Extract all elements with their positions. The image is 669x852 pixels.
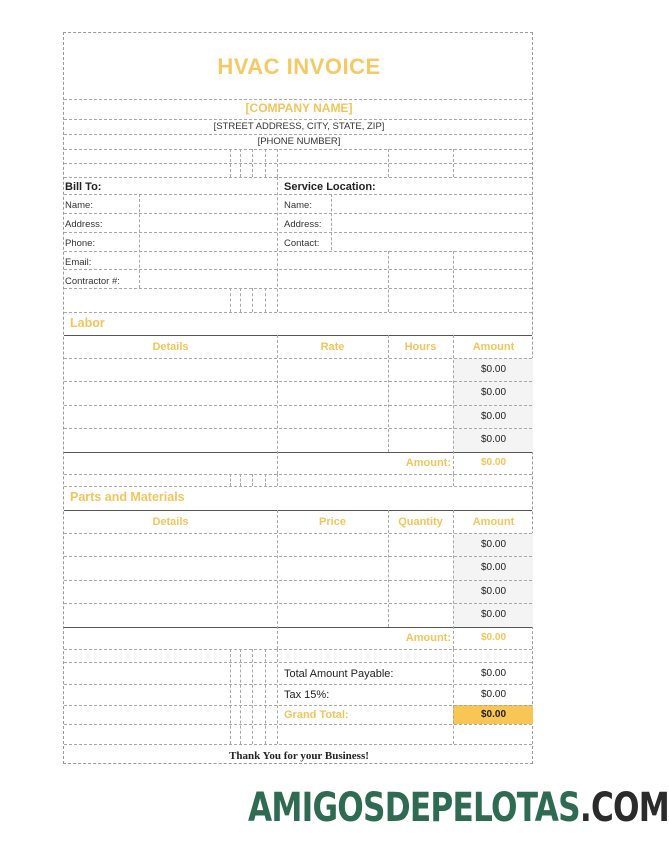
labor-col-hours: Hours	[404, 341, 437, 353]
parts-row-amount: $0.00	[480, 586, 507, 597]
parts-row-amount: $0.00	[480, 539, 507, 550]
service-location-heading: Service Location:	[284, 181, 376, 193]
company-name: [COMPANY NAME]	[245, 101, 353, 115]
invoice-title: HVAC INVOICE	[217, 54, 381, 79]
bill-to-email-label: Email:	[65, 257, 92, 268]
parts-col-quantity: Quantity	[398, 516, 443, 528]
labor-row-amount: $0.00	[480, 411, 507, 422]
bill-to-name-label: Name:	[65, 200, 93, 211]
service-contact-label: Contact:	[284, 238, 320, 249]
labor-subtotal-value: $0.00	[480, 457, 507, 468]
parts-row-amount: $0.00	[480, 609, 507, 620]
invoice-sheet	[63, 32, 533, 764]
watermark-suffix: .COM	[579, 785, 669, 831]
parts-subtotal-value: $0.00	[480, 632, 507, 643]
thank-you-note: Thank You for your Business!	[229, 750, 369, 762]
labor-subtotal-label: Amount:	[405, 457, 451, 469]
phone-number: [PHONE NUMBER]	[257, 136, 341, 147]
labor-row-amount: $0.00	[480, 364, 507, 375]
bill-to-phone-label: Phone:	[65, 238, 96, 249]
labor-row-amount: $0.00	[480, 387, 507, 398]
parts-heading: Parts and Materials	[70, 490, 185, 504]
service-address-label: Address:	[284, 219, 322, 230]
parts-col-details: Details	[152, 516, 189, 528]
grand-total-value: $0.00	[480, 709, 507, 720]
labor-col-amount: Amount	[472, 341, 515, 353]
labor-col-rate: Rate	[320, 341, 345, 353]
labor-row-amount: $0.00	[480, 434, 507, 445]
bill-to-contractor-label: Contractor #:	[65, 276, 120, 287]
parts-subtotal-label: Amount:	[405, 632, 451, 644]
street-address: [STREET ADDRESS, CITY, STATE, ZIP]	[213, 121, 385, 132]
total-payable-value: $0.00	[480, 668, 507, 679]
service-name-label: Name:	[284, 200, 312, 211]
parts-col-price: Price	[319, 516, 346, 528]
parts-col-amount: Amount	[472, 516, 515, 528]
labor-col-details: Details	[152, 341, 189, 353]
tax-label: Tax 15%:	[284, 689, 330, 701]
bill-to-address-label: Address:	[65, 219, 103, 230]
total-payable-label: Total Amount Payable:	[284, 668, 394, 680]
watermark-main: AMIGOSDEPELOTAS	[248, 785, 580, 831]
parts-row-amount: $0.00	[480, 562, 507, 573]
grand-total-label: Grand Total:	[284, 709, 349, 721]
labor-heading: Labor	[70, 316, 105, 330]
site-watermark	[248, 786, 669, 830]
tax-value: $0.00	[480, 689, 507, 700]
bill-to-heading: Bill To:	[65, 181, 102, 193]
